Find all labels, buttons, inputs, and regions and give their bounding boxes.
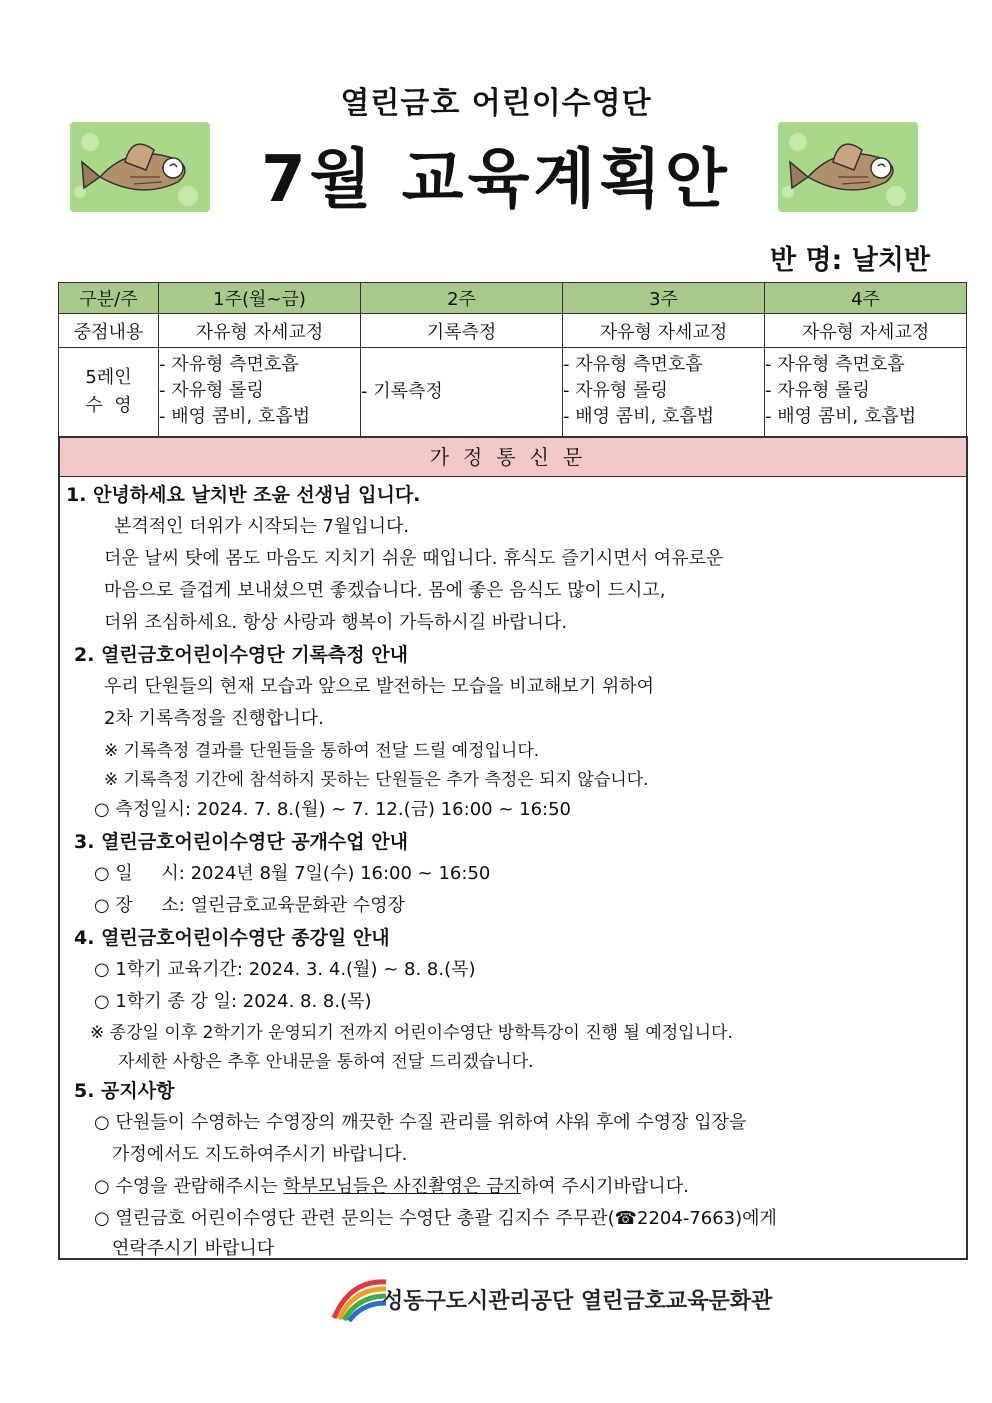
letter-line: 가정에서도 지도하여주시기 바랍니다. (112, 1144, 408, 1165)
table-cell-list (361, 348, 563, 437)
list-item: - 배영 콤비, 호흡법 (563, 406, 715, 427)
section-heading: 5. 공지사항 (74, 1080, 175, 1102)
note-line: ※ 기록측정 결과를 단원들을 통하여 전달 드릴 예정입니다. (104, 741, 540, 761)
notice-emphasis: 학부모님들은 사진촬영은 금지 (283, 1176, 521, 1197)
note-line: ※ 종강일 이후 2학기가 운영되기 전까지 어린이수영단 방학특강이 진행 될 예정입니다. (90, 1023, 733, 1043)
letter-line (94, 1172, 689, 1198)
fish-illustration-right (778, 122, 918, 212)
letter-line: 마음으로 즐겁게 보내셨으면 좋겠습니다. 몸에 좋은 음식도 많이 드시고, (104, 580, 666, 601)
list-item: - 자유형 측면호흡 (563, 354, 703, 375)
section-heading: 3. 열린금호어린이수영단 공개수업 안내 (74, 831, 408, 853)
letter-line: ○ 열린금호 어린이수영단 관련 문의는 수영단 총괄 김지수 주무관(☎2204-7663)에게 (94, 1208, 777, 1229)
table-header-row (59, 283, 967, 314)
notice-text: 하여 주시기바랍니다. (520, 1176, 689, 1197)
letter-line: ○ 1학기 교육기간: 2024. 3. 4.(월) ~ 8. 8.(목) (94, 959, 476, 980)
table-cell-list (765, 348, 967, 437)
document-subtitle: 열린금호 어린이수영단 (340, 86, 652, 121)
letter-line: 더위 조심하세요. 항상 사랑과 행복이 가득하시길 바랍니다. (104, 612, 568, 633)
footer-org-name: 성동구도시관리공단 열린금호교육문화관 (382, 1289, 773, 1314)
row-label (59, 348, 159, 437)
table-cell: 자유형 자세교정 (563, 314, 765, 348)
list-item: - 자유형 롤링 (765, 380, 870, 401)
list-item: - 자유형 측면호흡 (159, 354, 299, 375)
note-line: 자세한 사항은 추후 안내문을 통하여 전달 드리겠습니다. (118, 1052, 534, 1072)
letter-line: 2차 기록측정을 진행합니다. (104, 708, 324, 729)
document-title: 7월 교육계획안 (261, 143, 731, 217)
list-item: - 자유형 롤링 (159, 380, 264, 401)
notice-text: ○ 수영을 관람해주시는 (94, 1176, 284, 1197)
table-header-cell: 1주(월~금) (159, 283, 361, 314)
footer-logo (330, 1276, 773, 1322)
letter-line: ○ 측정일시: 2024. 7. 8.(월) ~ 7. 12.(금) 16:00 ~ 16:50 (94, 799, 571, 820)
section-heading: 1. 안녕하세요 날치반 조윤 선생님 입니다. (66, 484, 421, 506)
table-header-cell: 구분/주 (59, 283, 159, 314)
list-item: - 자유형 측면호흡 (765, 354, 905, 375)
letter-line: ○ 장 소: 열린금호교육문화관 수영장 (94, 895, 405, 916)
letter-line: 연락주시기 바랍니다 (112, 1238, 275, 1259)
home-letter (58, 436, 968, 1260)
class-name: 반 명: 날치반 (769, 245, 930, 276)
table-cell-list (563, 348, 765, 437)
education-plan-table (58, 282, 967, 437)
table-cell: 자유형 자세교정 (159, 314, 361, 348)
table-header-cell: 3주 (563, 283, 765, 314)
table-row-focus (59, 314, 967, 348)
table-cell: 기록측정 (361, 314, 563, 348)
table-header-cell: 4주 (765, 283, 967, 314)
section-heading: 2. 열린금호어린이수영단 기록측정 안내 (74, 644, 408, 666)
section-heading: 4. 열린금호어린이수영단 종강일 안내 (74, 927, 390, 949)
list-item: - 배영 콤비, 호흡법 (765, 406, 917, 427)
row-label-line: 수 영 (85, 395, 132, 416)
table-header-cell: 2주 (361, 283, 563, 314)
table-row-items (59, 348, 967, 437)
table-cell: 자유형 자세교정 (765, 314, 967, 348)
letter-line: 더운 날씨 탓에 몸도 마음도 지치기 쉬운 때입니다. 휴식도 즐기시면서 여유로운 (104, 548, 724, 569)
list-item: - 기록측정 (361, 381, 443, 402)
letter-line: 본격적인 더위가 시작되는 7월입니다. (114, 516, 410, 537)
row-label-line: 5레인 (85, 367, 132, 388)
note-line: ※ 기록측정 기간에 참석하지 못하는 단원들은 추가 측정은 되지 않습니다. (104, 770, 649, 790)
row-label: 중점내용 (59, 314, 159, 348)
rainbow-logo-icon (330, 1276, 390, 1322)
letter-line: ○ 1학기 종 강 일: 2024. 8. 8.(목) (94, 991, 372, 1012)
list-item: - 자유형 롤링 (563, 380, 668, 401)
table-cell-list (159, 348, 361, 437)
letter-line: ○ 일 시: 2024년 8월 7일(수) 16:00 ~ 16:50 (94, 863, 491, 884)
letter-line: 우리 단원들의 현재 모습과 앞으로 발전하는 모습을 비교해보기 위하여 (104, 676, 655, 697)
list-item: - 배영 콤비, 호흡법 (159, 406, 311, 427)
fish-illustration-left (70, 122, 210, 212)
letter-banner: 가정통신문 (60, 438, 966, 477)
letter-line: ○ 단원들이 수영하는 수영장의 깨끗한 수질 관리를 위하여 샤워 후에 수영장 입장을 (94, 1112, 747, 1133)
